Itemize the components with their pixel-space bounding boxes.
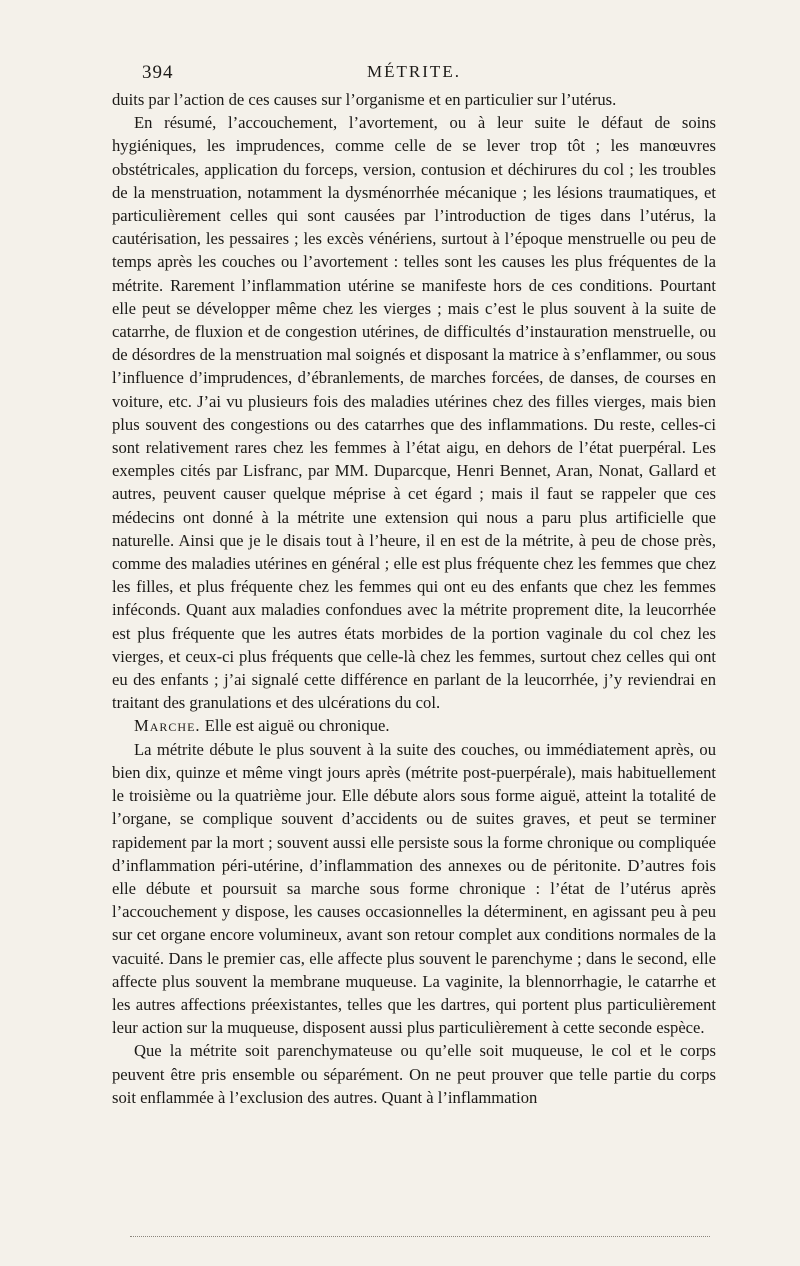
page-header bbox=[112, 58, 716, 88]
body-text bbox=[112, 88, 716, 1109]
paragraph-continuation: duits par l’action de ces causes sur l’organisme et en particulier sur l’utérus. bbox=[112, 90, 617, 109]
paragraph-marche bbox=[112, 714, 716, 737]
paragraph-localisation: Que la métrite soit parenchymateuse ou qu’elle soit muqueuse, le col et le corps peuvent être pris ensemble ou séparément. On ne peut prouver que telle partie du corps soit enflammée à l’exclusion des autres. Quant à l’inflammation bbox=[112, 1041, 716, 1107]
paragraph-onset: La métrite débute le plus souvent à la suite des couches, ou immédiatement après, ou bien dix, quinze et même vingt jours après (métrite post-puerpérale), mais habituellement le troisième ou la quatrième jour. Elle débute alors sous forme aiguë, atteint la totalité de l’organe, se complique souvent d’accidents ou de suites graves, et peut se terminer rapidement par la mort ; souvent aussi elle persiste sous la forme chronique ou compliquée d’inflammation péri-utérine, d’inflammation des annexes ou de péritonite. D’autres fois elle débute et poursuit sa marche sous forme chronique : l’état de l’utérus après l’accouchement y dispose, les causes occasionnelles la déterminent, en agissant peu à peu sur cet organe encore volumineux, avant son retour complet aux conditions normales de la vacuité. Dans le premier cas, elle affecte plus souvent le parenchyme ; dans le second, elle affecte plus souvent la membrane muqueuse. La vaginite, la blennorrhagie, le catarrhe et les autres affections préexistantes, telles que les dartres, qui portent plus particulièrement leur action sur la muqueuse, disposent aussi plus particulièrement à cette seconde espèce. bbox=[112, 739, 716, 1038]
marche-text: Elle est aiguë ou chronique. bbox=[200, 716, 390, 736]
paragraph-summary: En résumé, l’accouchement, l’avortement, ou à leur suite le défaut de soins hygiéniques, les imprudences, comme celle de se lever trop tôt ; les manœuvres obstétricales, application du forceps, version, contusion et déchirures du col ; les troubles de la menstruation, notamment la dysménorrhée mécanique ; les lésions traumatiques, et particulièrement celles qui sont causées par l’introduction de tiges dans l’utérus, la cautérisation, les pessaires ; les excès vénériens, surtout à l’époque menstruelle ou peu de temps après les couches ou l’avortement : telles sont les causes les plus fréquentes de la métrite. Rarement l’inflammation utérine se manifeste hors de ces conditions. Pourtant elle peut se développer même chez les vierges ; mais c’est le plus souvent à la suite de catarrhe, de fluxion et de congestion utérines, de difficultés d’instauration menstruelle, ou de désordres de la menstruation mal soignés et disposant la matrice à s’enflammer, ou sous l’influence d’imprudences, d’ébranlements, de marches forcées, de danses, de courses en voiture, etc. J’ai vu plusieurs fois des maladies utérines chez des filles vierges, mais bien plus souvent des congestions ou des catarrhes que des inflammations. Du reste, celles-ci sont relativement rares chez les femmes à l’état aigu, en dehors de l’état puerpéral. Les exemples cités par Lisfranc, par MM. Duparcque, Henri Bennet, Aran, Nonat, Gallard et autres, peuvent causer quelque méprise à cet égard ; mais il faut se rappeler que ces médecins ont donné à la métrite une extension qui nous a paru plus artificielle que naturelle. Ainsi que je le disais tout à l’heure, il en est de la métrite, à peu de chose près, comme des maladies utérines en général ; elle est plus fréquente chez les femmes que chez les filles, et plus fréquente chez les femmes qui ont eu des enfants que chez les femmes inféconds. Quant aux maladies confondues avec la métrite proprement dite, la leucorrhée est plus fréquente que les autres états morbides de la portion vaginale du col chez les vierges, et ceux-ci plus fréquents que celle-là chez les femmes, surtout chez celles qui ont eu des enfants ; j’ai signalé cette différence en parlant de la leucorrhée, j’y reviendrai en traitant des granulations et des ulcérations du col. bbox=[112, 113, 716, 713]
running-title: MÉTRITE. bbox=[367, 62, 461, 81]
bottom-rule bbox=[130, 1236, 710, 1237]
page-number: 394 bbox=[142, 62, 174, 83]
section-label-marche: Marche. bbox=[134, 716, 201, 736]
